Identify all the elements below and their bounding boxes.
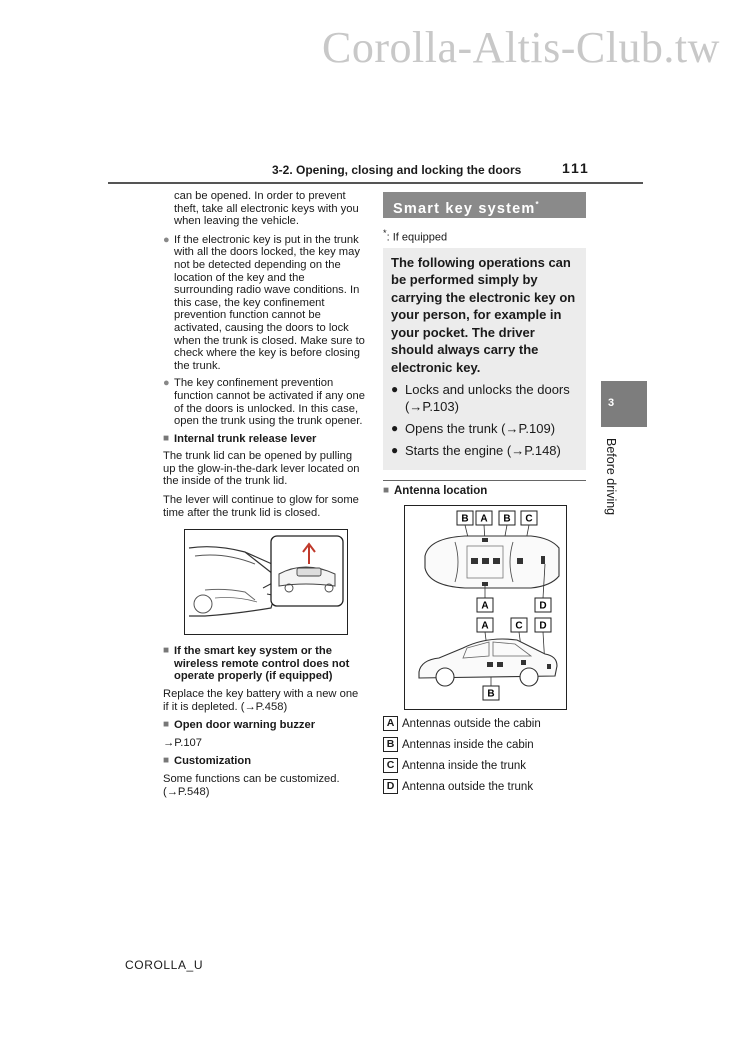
square-marker-icon: ■ xyxy=(163,719,170,731)
footnote-text: : If equipped xyxy=(386,231,448,244)
label-b-bottom: B xyxy=(487,688,495,700)
legend-letter: B xyxy=(383,737,398,752)
section-divider xyxy=(383,480,586,481)
heading-text: If the smart key system or the wireless remote control does not operate properly (if equipped) xyxy=(174,645,350,683)
heading-text: Customization xyxy=(174,755,252,768)
internal-release-para2: The lever will continue to glow for some time after the trunk lid is closed. xyxy=(163,494,359,519)
footnote xyxy=(383,228,586,244)
label-b-top-2: B xyxy=(503,513,511,525)
legend-letter: A xyxy=(383,716,398,731)
operation-item xyxy=(391,442,578,459)
antenna-diagram-svg xyxy=(405,506,566,709)
legend-text: Antennas inside the cabin xyxy=(402,738,534,751)
buzzer-ref: →P.107 xyxy=(163,736,202,749)
trunk-lever-illustration xyxy=(184,529,348,635)
operation-text: Opens the trunk (→P.109) xyxy=(405,421,556,437)
internal-release-para1: The trunk lid can be opened by pulling up the glow-in-the-dark lever located on the inside of the trunk lid. xyxy=(163,450,360,488)
square-marker-icon: ■ xyxy=(163,432,170,444)
bullet-dot-icon: ● xyxy=(163,233,170,246)
legend-letter: D xyxy=(383,779,398,794)
legend-row xyxy=(383,758,586,773)
legend-text: Antennas outside the cabin xyxy=(402,717,541,730)
square-marker-icon: ■ xyxy=(383,485,390,497)
trunk-lever-illustration-svg xyxy=(185,530,347,634)
label-c-top: C xyxy=(525,513,533,525)
customization-heading xyxy=(163,755,366,768)
label-a-mid: A xyxy=(481,600,489,612)
footnote-asterisk: * xyxy=(383,228,387,238)
car-side-view xyxy=(419,639,557,686)
operation-item xyxy=(391,420,578,437)
section-title: 3-2. Opening, closing and locking the doors xyxy=(272,163,522,177)
car-top-view xyxy=(425,536,559,588)
legend-text: Antenna outside the trunk xyxy=(402,780,534,793)
header-rule xyxy=(108,182,643,184)
operations-box xyxy=(383,248,586,471)
bullet-item xyxy=(163,377,366,427)
chapter-number: 3 xyxy=(607,397,615,409)
legend-row xyxy=(383,779,586,794)
label-a-top: A xyxy=(480,513,488,525)
bullet-text: The key confinement prevention function cannot be activated if any one of the doors is unlocked. In this case, open the trunk using the trunk opener. xyxy=(174,377,365,428)
bullet-dot-icon: ● xyxy=(163,377,170,390)
label-a-side: A xyxy=(481,620,489,632)
title-asterisk: * xyxy=(535,200,540,209)
right-column xyxy=(383,192,586,800)
bullet-dot-icon: ● xyxy=(391,382,399,397)
buzzer-heading xyxy=(163,719,366,732)
operations-intro: The following operations can be performed simply by carrying the electronic key on your person, for example in your pocket. The driver should always carry the electronic key. xyxy=(391,254,576,375)
heading-text: Internal trunk release lever xyxy=(174,432,317,445)
heading-text: Open door warning buzzer xyxy=(174,719,316,732)
internal-release-heading xyxy=(163,433,366,446)
legend-row xyxy=(383,737,586,752)
page-number: 111 xyxy=(562,160,590,176)
smart-key-fail-heading xyxy=(163,645,366,683)
label-c-side: C xyxy=(515,620,523,632)
antenna-diagram xyxy=(404,505,567,710)
smart-key-fail-text: Replace the key battery with a new one if it is depleted. (→P.458) xyxy=(163,688,359,713)
watermark: Corolla-Altis-Club.tw xyxy=(322,23,720,72)
customization-text: Some functions can be customized. (→P.548) xyxy=(163,773,340,798)
bullet-dot-icon: ● xyxy=(391,421,399,436)
legend-letter: C xyxy=(383,758,398,773)
smart-key-title: Smart key system xyxy=(393,200,536,217)
legend-text: Antenna inside the trunk xyxy=(402,759,527,772)
operation-text: Locks and unlocks the doors (→P.103) xyxy=(405,382,570,415)
heading-text: Antenna location xyxy=(394,485,488,498)
left-column xyxy=(163,190,366,804)
antenna-heading xyxy=(383,485,586,497)
square-marker-icon: ■ xyxy=(163,645,170,657)
footer-model: COROLLA_U xyxy=(125,958,204,972)
smart-key-title-bar xyxy=(383,192,586,218)
chapter-label: Before driving xyxy=(604,438,618,516)
bullet-dot-icon: ● xyxy=(391,443,399,458)
square-marker-icon: ■ xyxy=(163,755,170,767)
operation-text: Starts the engine (→P.148) xyxy=(405,443,561,459)
bullet-text: If the electronic key is put in the trunk with all the doors locked, the key may not be detected depending on the location of the key and the surrounding radio wave conditions. In this case, the key confinement prevention function cannot be activated, causing the doors to lock when the trunk is closed. Make sure to check where the key is before closing the trunk. xyxy=(174,233,365,372)
label-b-top-1: B xyxy=(461,513,469,525)
label-d-mid: D xyxy=(539,600,547,612)
top-labels xyxy=(457,511,537,525)
label-d-side: D xyxy=(539,620,547,632)
continuation-text: can be opened. In order to prevent theft, take all electronic keys with you when leaving the vehicle. xyxy=(174,190,359,228)
bullet-item xyxy=(163,234,366,373)
operation-item xyxy=(391,381,578,415)
legend-row xyxy=(383,716,586,731)
